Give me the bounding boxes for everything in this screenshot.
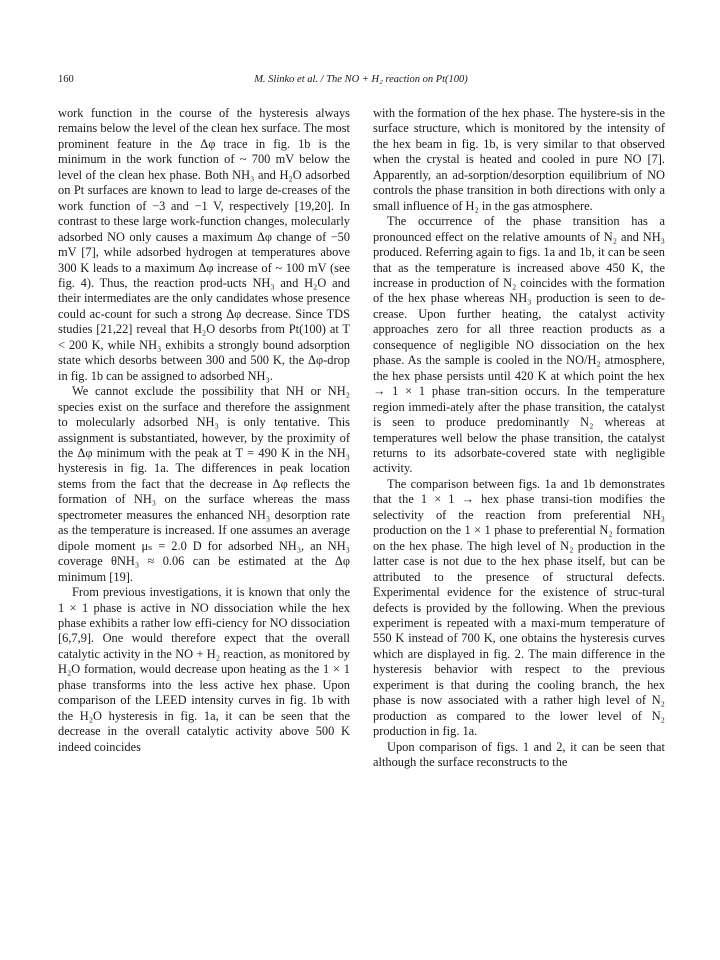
paragraph: with the formation of the hex phase. The hystere-sis in the surface structure, which is monitored by the intensity of the hex beam in fig. 1b, is very similar to that observed when the crystal is heated and cooled in pure NO [7]. Apparently, an ad-sorption/desorption equilibrium of NO controls the phase transition in both directions with only a small influence of H₂ in the gas atmosphere. [373, 106, 665, 213]
page-number: 160 [58, 74, 74, 85]
right-column [373, 106, 665, 770]
page-header [58, 74, 664, 90]
paragraph: The comparison between figs. 1a and 1b demonstrates that the 1 × 1 → hex phase transi-tion modifies the selectivity of the reaction from preferential NH₃ production on the 1 × 1 phase to preferential N₂ formation on the hex phase. The high level of N₂ production in the latter case is not due to the hex phase itself, but can be attributed to the presence of structural defects. Experimental evidence for the existence of struc-tural defects is provided by the following. When the previous experiment is repeated with a maxi-mum temperature of 550 K instead of 700 K, one obtains the hysteresis curves which are displayed in fig. 2. The main difference in the hysteresis behavior with respect to the previous experiment is that during the cooling branch, the hex phase is now associated with a rather high level of N₂ production as compared to the lower level of N₂ production in fig. 1a. [373, 476, 665, 739]
left-column [58, 106, 350, 755]
paragraph: From previous investigations, it is known that only the 1 × 1 phase is active in NO dissociation while the hex phase exhibits a rather low effi-ciency for NO dissociation [6,7,9]. One would therefore expect that the overall catalytic activity in the NO + H₂ reaction, as monitored by H₂O formation, would decrease upon heating as the 1 × 1 phase transforms into the less active hex phase. Upon comparison of the LEED intensity curves in fig. 1b with the H₂O hysteresis in fig. 1a, it can be seen that the decrease in the overall catalytic activity above 500 K indeed coincides [58, 585, 350, 754]
paragraph: The occurrence of the phase transition has a pronounced effect on the relative amounts of N₂ and NH₃ produced. Referring again to figs. 1a and 1b, it can be seen that as the temperature is increased above 450 K, the increase in production of N₂ coincides with the formation of the hex phase whereas NH₃ production is seen to de-crease. Upon further heating, the catalyst activity approaches zero for all three reaction products as a consequence of negligible NO dissociation on the hex phase. As the sample is cooled in the NO/H₂ atmosphere, the hex phase persists until 420 K at which point the hex → 1 × 1 phase tran-sition occurs. In the temperature region immedi-ately after the phase transition, the catalyst is seen to produce predominantly N₂ whereas at temperatures well below the phase transition, the catalyst returns to its adsorbate-covered state with negligible activity. [373, 214, 665, 476]
paragraph: Upon comparison of figs. 1 and 2, it can be seen that although the surface reconstructs to the [373, 739, 665, 770]
running-head: M. Slinko et al. / The NO + H₂ reaction on Pt(100) [254, 74, 468, 85]
paragraph: work function in the course of the hysteresis always remains below the level of the clean hex surface. The most prominent feature in the Δφ trace in fig. 1b is the minimum in the work function of ~ 700 mV below the level of the clean hex phase. Both NH₃ and H₂O adsorbed on Pt surfaces are known to lead to large de-creases of the work function of −3 and −1 V, respectively [19,20]. In contrast to these large work-function changes, molecularly adsorbed NO only causes a maximum Δφ change of −50 mV [7], while adsorbed hydrogen at temperatures above 300 K leads to a maximum Δφ increase of ~ 100 mV (see fig. 4). Thus, the reaction prod-ucts NH₃ and H₂O and their intermediates are the only candidates whose presence could ac-count for such a strong Δφ decrease. Since TDS studies [21,22] reveal that H₂O desorbs from Pt(100) at T < 200 K, while NH₃ exhibits a strongly bound adsorption state which desorbs between 300 and 500 K, the Δφ-drop in fig. 1b can be assigned to adsorbed NH₃. [58, 106, 350, 383]
paragraph: We cannot exclude the possibility that NH or NH₂ species exist on the surface and therefore the assignment to molecularly adsorbed NH₃ is only tentative. This assignment is substantiated, however, by the proximity of the Δφ minimum with the peak at T = 490 K in the NH₃ hysteresis in fig. 1a. The differences in peak location stems from the fact that the decrease in Δφ reflects the formation of NH₃ on the surface whereas the mass spectrometer measures the enhanced NH₃ desorption rate as the temperature is increased. If one assumes an average dipole moment μₛ = 2.0 D for adsorbed NH₃, an NH₃ coverage θNH₃ ≈ 0.06 can be estimated at the Δφ minimum [19]. [58, 384, 350, 584]
